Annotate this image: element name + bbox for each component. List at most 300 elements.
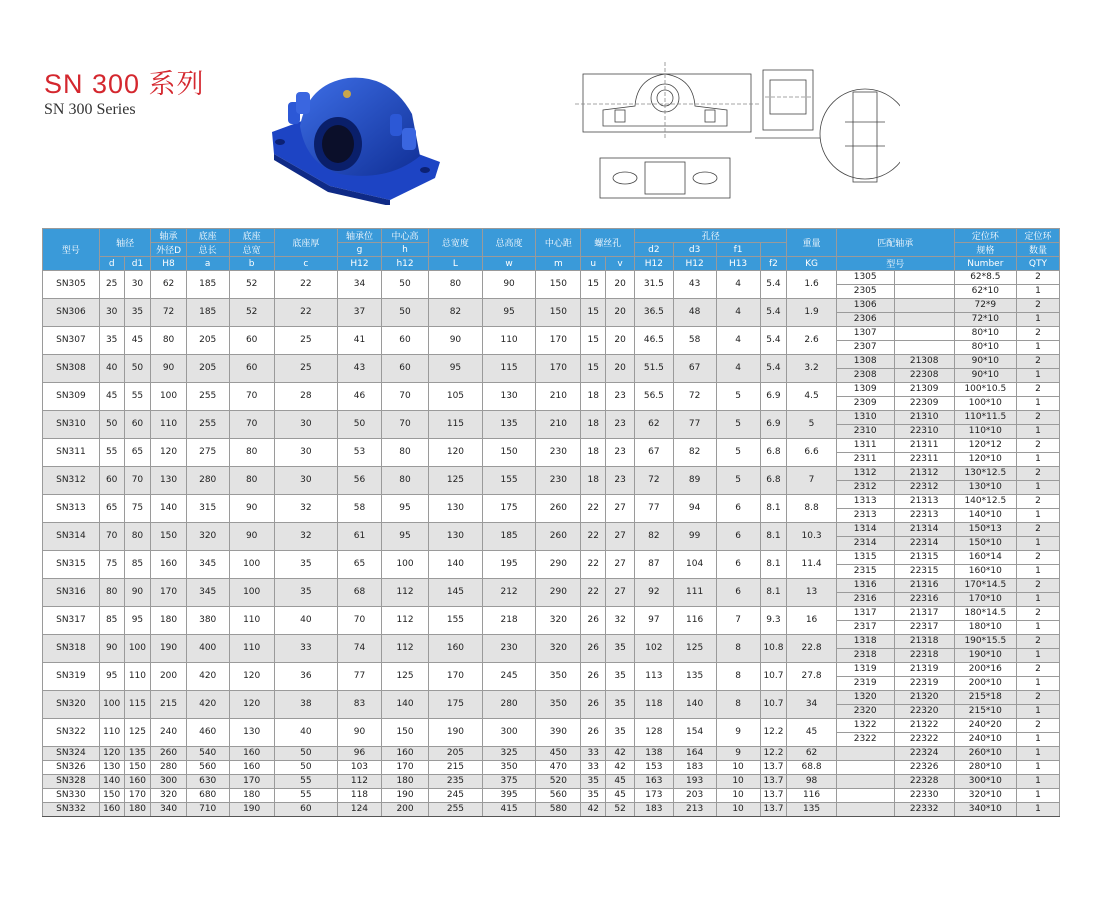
cell-d2: 82 — [635, 523, 674, 551]
cell-bearing-type-a: 2313 — [836, 509, 894, 523]
cell-f1: 5 — [716, 411, 760, 439]
cell-ring-number: 110*10 — [954, 425, 1016, 439]
cell-bearing-type-a: 1307 — [836, 327, 894, 341]
header-bearing-seat-sub: g — [337, 243, 381, 257]
table-row — [43, 355, 1060, 369]
cell-d: 95 — [99, 663, 124, 691]
cell-g: 50 — [337, 411, 381, 439]
cell-d3: 89 — [673, 467, 716, 495]
cell-d: 280 — [151, 761, 186, 775]
cell-m: 170 — [536, 327, 581, 355]
cell-v: 42 — [606, 761, 635, 775]
cell-d: 160 — [151, 551, 186, 579]
cell-c: 30 — [274, 411, 337, 439]
cell-d3: 43 — [673, 271, 716, 299]
cell-v: 35 — [606, 635, 635, 663]
header-d3: d3 — [673, 243, 716, 257]
cell-b: 60 — [229, 327, 274, 355]
cell-g: 37 — [337, 299, 381, 327]
cell-b: 110 — [229, 607, 274, 635]
cell-m: 470 — [536, 761, 581, 775]
cell-h: 112 — [381, 579, 428, 607]
cell-v: 42 — [606, 747, 635, 761]
cell-f1: 4 — [716, 299, 760, 327]
cell-f2: 5.4 — [760, 271, 787, 299]
cell-d2: 138 — [635, 747, 674, 761]
cell-bearing-type-b: 22322 — [894, 733, 954, 747]
cell-d3: 213 — [673, 803, 716, 817]
cell-d: 215 — [151, 691, 186, 719]
cell-d1: 55 — [124, 383, 151, 411]
cell-u: 15 — [581, 327, 606, 355]
cell-u: 26 — [581, 663, 606, 691]
cell-d1: 180 — [124, 803, 151, 817]
product-photo — [270, 70, 440, 205]
header-bearing-seat: 轴承位 — [337, 229, 381, 243]
cell-d1: 110 — [124, 663, 151, 691]
header-base-width: 底座 — [229, 229, 274, 243]
cell-d3: 94 — [673, 495, 716, 523]
table-row — [43, 789, 1060, 803]
cell-w: 415 — [482, 803, 536, 817]
cell-bearing-type-a: 1305 — [836, 271, 894, 285]
cell-ring-number: 62*10 — [954, 285, 1016, 299]
cell-m: 450 — [536, 747, 581, 761]
unit-g: H12 — [337, 257, 381, 271]
cell-u: 22 — [581, 551, 606, 579]
cell-h: 95 — [381, 495, 428, 523]
cell-kg: 135 — [787, 803, 836, 817]
cell-w: 150 — [482, 439, 536, 467]
cell-f2: 8.1 — [760, 495, 787, 523]
cell-l: 145 — [429, 579, 483, 607]
cell-h: 60 — [381, 327, 428, 355]
cell-d1: 35 — [124, 299, 151, 327]
cell-bearing-type-b: 22319 — [894, 677, 954, 691]
page-subtitle: SN 300 Series — [44, 101, 136, 118]
cell-a: 710 — [186, 803, 229, 817]
cell-d: 70 — [99, 523, 124, 551]
cell-v: 20 — [606, 327, 635, 355]
unit-d3: H12 — [673, 257, 716, 271]
cell-kg: 5 — [787, 411, 836, 439]
cell-f1: 10 — [716, 789, 760, 803]
cell-ring-qty: 1 — [1016, 369, 1059, 383]
cell-m: 260 — [536, 523, 581, 551]
cell-d1: 160 — [124, 775, 151, 789]
cell-w: 325 — [482, 747, 536, 761]
cell-d2: 36.5 — [635, 299, 674, 327]
table-row — [43, 495, 1060, 509]
cell-f1: 4 — [716, 327, 760, 355]
cell-ring-qty: 1 — [1016, 733, 1059, 747]
cell-ring-number: 120*10 — [954, 453, 1016, 467]
cell-b: 52 — [229, 299, 274, 327]
cell-bearing-type-a: 2310 — [836, 425, 894, 439]
cell-l: 140 — [429, 551, 483, 579]
cell-u: 26 — [581, 719, 606, 747]
cell-d2: 118 — [635, 691, 674, 719]
cell-c: 40 — [274, 719, 337, 747]
cell-ring-number: 190*10 — [954, 649, 1016, 663]
cell-ring-qty: 1 — [1016, 789, 1059, 803]
side-view-drawing — [755, 70, 820, 138]
cell-d1: 125 — [124, 719, 151, 747]
cell-kg: 98 — [787, 775, 836, 789]
cell-model: SN306 — [43, 299, 100, 327]
cell-ring-qty: 1 — [1016, 425, 1059, 439]
table-row — [43, 271, 1060, 285]
cell-m: 350 — [536, 663, 581, 691]
cell-d: 160 — [99, 803, 124, 817]
cell-bearing-type-b: 21311 — [894, 439, 954, 453]
cell-c: 40 — [274, 607, 337, 635]
cell-d1: 135 — [124, 747, 151, 761]
cell-b: 110 — [229, 635, 274, 663]
cell-h: 50 — [381, 299, 428, 327]
cell-v: 20 — [606, 355, 635, 383]
cell-bearing-type-a: 2305 — [836, 285, 894, 299]
cell-g: 112 — [337, 775, 381, 789]
cell-l: 160 — [429, 635, 483, 663]
cell-d: 170 — [151, 579, 186, 607]
cell-d: 72 — [151, 299, 186, 327]
cell-bearing-type-b: 22332 — [894, 803, 954, 817]
header-total-width: 总宽度 — [429, 229, 483, 257]
cell-l: 205 — [429, 747, 483, 761]
cell-model: SN310 — [43, 411, 100, 439]
cell-g: 96 — [337, 747, 381, 761]
cell-b: 70 — [229, 383, 274, 411]
cell-d3: 111 — [673, 579, 716, 607]
cell-g: 103 — [337, 761, 381, 775]
cell-kg: 10.3 — [787, 523, 836, 551]
cell-m: 290 — [536, 579, 581, 607]
cell-d1: 75 — [124, 495, 151, 523]
cell-kg: 34 — [787, 691, 836, 719]
cell-ring-qty: 1 — [1016, 705, 1059, 719]
cell-g: 46 — [337, 383, 381, 411]
cell-c: 28 — [274, 383, 337, 411]
cell-h: 180 — [381, 775, 428, 789]
cell-ring-number: 130*12.5 — [954, 467, 1016, 481]
cell-bearing-type-a: 1316 — [836, 579, 894, 593]
header-center-distance: 中心距 — [536, 229, 581, 257]
cell-kg: 45 — [787, 719, 836, 747]
cell-kg: 8.8 — [787, 495, 836, 523]
cell-c: 25 — [274, 327, 337, 355]
header-shaft: 轴径 — [99, 229, 151, 257]
cell-a: 680 — [186, 789, 229, 803]
cell-ring-qty: 1 — [1016, 761, 1059, 775]
cell-bearing-type-b: 21310 — [894, 411, 954, 425]
cell-model: SN322 — [43, 719, 100, 747]
table-row — [43, 383, 1060, 397]
cell-d2: 67 — [635, 439, 674, 467]
cell-u: 35 — [581, 775, 606, 789]
cell-d: 50 — [99, 411, 124, 439]
cell-bearing-type-a: 1315 — [836, 551, 894, 565]
cell-b: 120 — [229, 691, 274, 719]
cell-ring-qty: 2 — [1016, 495, 1059, 509]
cell-l: 155 — [429, 607, 483, 635]
cell-d2: 153 — [635, 761, 674, 775]
cell-bearing-type-a: 1313 — [836, 495, 894, 509]
cell-model: SN328 — [43, 775, 100, 789]
cell-bearing-type-a: 2309 — [836, 397, 894, 411]
cell-d3: 82 — [673, 439, 716, 467]
cell-g: 41 — [337, 327, 381, 355]
cell-ring-qty: 1 — [1016, 621, 1059, 635]
cell-l: 105 — [429, 383, 483, 411]
cell-a: 460 — [186, 719, 229, 747]
unit-kg: KG — [787, 257, 836, 271]
cell-v: 35 — [606, 719, 635, 747]
cell-c: 22 — [274, 271, 337, 299]
table-row — [43, 775, 1060, 789]
cell-d: 110 — [151, 411, 186, 439]
cell-d: 180 — [151, 607, 186, 635]
cell-f1: 4 — [716, 355, 760, 383]
cell-a: 345 — [186, 579, 229, 607]
cell-ring-qty: 1 — [1016, 747, 1059, 761]
cell-ring-qty: 1 — [1016, 341, 1059, 355]
cell-ring-number: 80*10 — [954, 341, 1016, 355]
cell-b: 100 — [229, 579, 274, 607]
cell-d2: 128 — [635, 719, 674, 747]
cell-v: 20 — [606, 271, 635, 299]
cell-kg: 7 — [787, 467, 836, 495]
cell-bearing-type-b: 22309 — [894, 397, 954, 411]
cell-d2: 87 — [635, 551, 674, 579]
table-row — [43, 719, 1060, 733]
cell-model: SN314 — [43, 523, 100, 551]
cell-f1: 9 — [716, 747, 760, 761]
table-row — [43, 691, 1060, 705]
cell-bearing-type-b: 21313 — [894, 495, 954, 509]
cell-model: SN318 — [43, 635, 100, 663]
unit-L: L — [429, 257, 483, 271]
cell-f2: 13.7 — [760, 761, 787, 775]
cell-d2: 97 — [635, 607, 674, 635]
cell-bearing-type-b: 21312 — [894, 467, 954, 481]
cell-f2: 6.9 — [760, 383, 787, 411]
cell-kg: 62 — [787, 747, 836, 761]
cell-d3: 116 — [673, 607, 716, 635]
cell-d: 200 — [151, 663, 186, 691]
table-row — [43, 299, 1060, 313]
cell-l: 115 — [429, 411, 483, 439]
cell-c: 35 — [274, 551, 337, 579]
cell-d2: 113 — [635, 663, 674, 691]
cell-m: 150 — [536, 271, 581, 299]
cell-d3: 164 — [673, 747, 716, 761]
cell-bearing-type-a: 1308 — [836, 355, 894, 369]
cell-ring-number: 80*10 — [954, 327, 1016, 341]
cell-ring-number: 110*11.5 — [954, 411, 1016, 425]
cell-model: SN313 — [43, 495, 100, 523]
cell-ring-qty: 1 — [1016, 593, 1059, 607]
cell-ring-number: 100*10.5 — [954, 383, 1016, 397]
cell-f1: 6 — [716, 579, 760, 607]
cell-ring-qty: 2 — [1016, 551, 1059, 565]
cell-bearing-type-a: 2314 — [836, 537, 894, 551]
header-base-length-sub: 总长 — [186, 243, 229, 257]
cell-d: 190 — [151, 635, 186, 663]
cell-ring-number: 260*10 — [954, 747, 1016, 761]
cell-kg: 2.6 — [787, 327, 836, 355]
cell-l: 170 — [429, 663, 483, 691]
cell-u: 26 — [581, 607, 606, 635]
cell-b: 120 — [229, 663, 274, 691]
cell-f1: 5 — [716, 467, 760, 495]
cell-f1: 8 — [716, 663, 760, 691]
unit-f1: H13 — [716, 257, 760, 271]
cell-u: 18 — [581, 467, 606, 495]
unit-qty: QTY — [1016, 257, 1059, 271]
header-bolt-hole: 螺丝孔 — [581, 229, 635, 257]
cell-kg: 22.8 — [787, 635, 836, 663]
cell-d: 80 — [151, 327, 186, 355]
cell-b: 100 — [229, 551, 274, 579]
cell-bearing-type-b — [894, 313, 954, 327]
cell-w: 115 — [482, 355, 536, 383]
unit-d1: d1 — [124, 257, 151, 271]
cell-g: 70 — [337, 607, 381, 635]
cell-ring-qty: 1 — [1016, 803, 1059, 817]
cell-kg: 3.2 — [787, 355, 836, 383]
cell-b: 80 — [229, 439, 274, 467]
cell-ring-qty: 1 — [1016, 313, 1059, 327]
cell-ring-number: 140*12.5 — [954, 495, 1016, 509]
unit-d: d — [99, 257, 124, 271]
cell-w: 135 — [482, 411, 536, 439]
cell-a: 205 — [186, 355, 229, 383]
cell-c: 33 — [274, 635, 337, 663]
cell-d2: 72 — [635, 467, 674, 495]
cell-kg: 27.8 — [787, 663, 836, 691]
cell-d: 240 — [151, 719, 186, 747]
cell-kg: 13 — [787, 579, 836, 607]
cell-ring-number: 72*9 — [954, 299, 1016, 313]
cell-w: 218 — [482, 607, 536, 635]
cell-ring-qty: 1 — [1016, 285, 1059, 299]
cell-bearing-type-a — [836, 789, 894, 803]
cell-u: 42 — [581, 803, 606, 817]
cell-bearing-type-b — [894, 271, 954, 285]
unit-D: H8 — [151, 257, 186, 271]
cell-w: 280 — [482, 691, 536, 719]
cell-h: 112 — [381, 607, 428, 635]
cell-w: 350 — [482, 761, 536, 775]
cell-h: 80 — [381, 439, 428, 467]
cell-bearing-type-b: 22313 — [894, 509, 954, 523]
cell-kg: 16 — [787, 607, 836, 635]
cell-w: 375 — [482, 775, 536, 789]
cell-f1: 9 — [716, 719, 760, 747]
cell-w: 212 — [482, 579, 536, 607]
cell-h: 100 — [381, 551, 428, 579]
cell-v: 23 — [606, 383, 635, 411]
cell-u: 35 — [581, 789, 606, 803]
cell-d2: 62 — [635, 411, 674, 439]
header-qty: 定位环 — [1016, 229, 1059, 243]
cell-d1: 170 — [124, 789, 151, 803]
cell-h: 80 — [381, 467, 428, 495]
cell-bearing-type-b: 22310 — [894, 425, 954, 439]
cell-m: 290 — [536, 551, 581, 579]
cell-bearing-type-b: 21317 — [894, 607, 954, 621]
cell-ring-number: 200*10 — [954, 677, 1016, 691]
cell-d3: 125 — [673, 635, 716, 663]
cell-d1: 45 — [124, 327, 151, 355]
cell-m: 560 — [536, 789, 581, 803]
cell-u: 15 — [581, 355, 606, 383]
table-row — [43, 411, 1060, 425]
cell-ring-qty: 2 — [1016, 691, 1059, 705]
cell-u: 26 — [581, 691, 606, 719]
cell-bearing-type-b: 21316 — [894, 579, 954, 593]
header-f1: f1 — [716, 243, 760, 257]
cell-c: 50 — [274, 761, 337, 775]
cell-u: 18 — [581, 411, 606, 439]
cell-l: 245 — [429, 789, 483, 803]
specification-table — [42, 228, 1060, 817]
cell-h: 200 — [381, 803, 428, 817]
cell-d: 30 — [99, 299, 124, 327]
cell-bearing-type-b: 22311 — [894, 453, 954, 467]
table-row — [43, 327, 1060, 341]
header-center-height-sub: h — [381, 243, 428, 257]
cell-ring-number: 62*8.5 — [954, 271, 1016, 285]
table-row — [43, 747, 1060, 761]
cell-a: 315 — [186, 495, 229, 523]
cell-bearing-type-a: 1319 — [836, 663, 894, 677]
cell-a: 275 — [186, 439, 229, 467]
table-body — [43, 271, 1060, 817]
cell-bearing-type-a: 1314 — [836, 523, 894, 537]
cell-l: 120 — [429, 439, 483, 467]
cell-bearing-type-a: 2319 — [836, 677, 894, 691]
technical-drawings — [575, 62, 900, 210]
cell-w: 95 — [482, 299, 536, 327]
cell-d2: 31.5 — [635, 271, 674, 299]
header-ring: 定位环 — [954, 229, 1016, 243]
cell-bearing-type-a: 2306 — [836, 313, 894, 327]
cell-d1: 115 — [124, 691, 151, 719]
cell-l: 235 — [429, 775, 483, 789]
cell-d1: 95 — [124, 607, 151, 635]
cell-d: 110 — [99, 719, 124, 747]
cell-ring-qty: 1 — [1016, 481, 1059, 495]
cell-f1: 10 — [716, 775, 760, 789]
cell-d: 45 — [99, 383, 124, 411]
cell-d: 62 — [151, 271, 186, 299]
cell-ring-number: 72*10 — [954, 313, 1016, 327]
cell-u: 33 — [581, 761, 606, 775]
table-row — [43, 663, 1060, 677]
cell-m: 390 — [536, 719, 581, 747]
cell-d: 40 — [99, 355, 124, 383]
cell-d: 85 — [99, 607, 124, 635]
cell-model: SN330 — [43, 789, 100, 803]
cell-d3: 203 — [673, 789, 716, 803]
cell-l: 80 — [429, 271, 483, 299]
cell-ring-number: 215*10 — [954, 705, 1016, 719]
cell-bearing-type-b: 22330 — [894, 789, 954, 803]
cell-ring-qty: 1 — [1016, 775, 1059, 789]
cell-a: 185 — [186, 271, 229, 299]
